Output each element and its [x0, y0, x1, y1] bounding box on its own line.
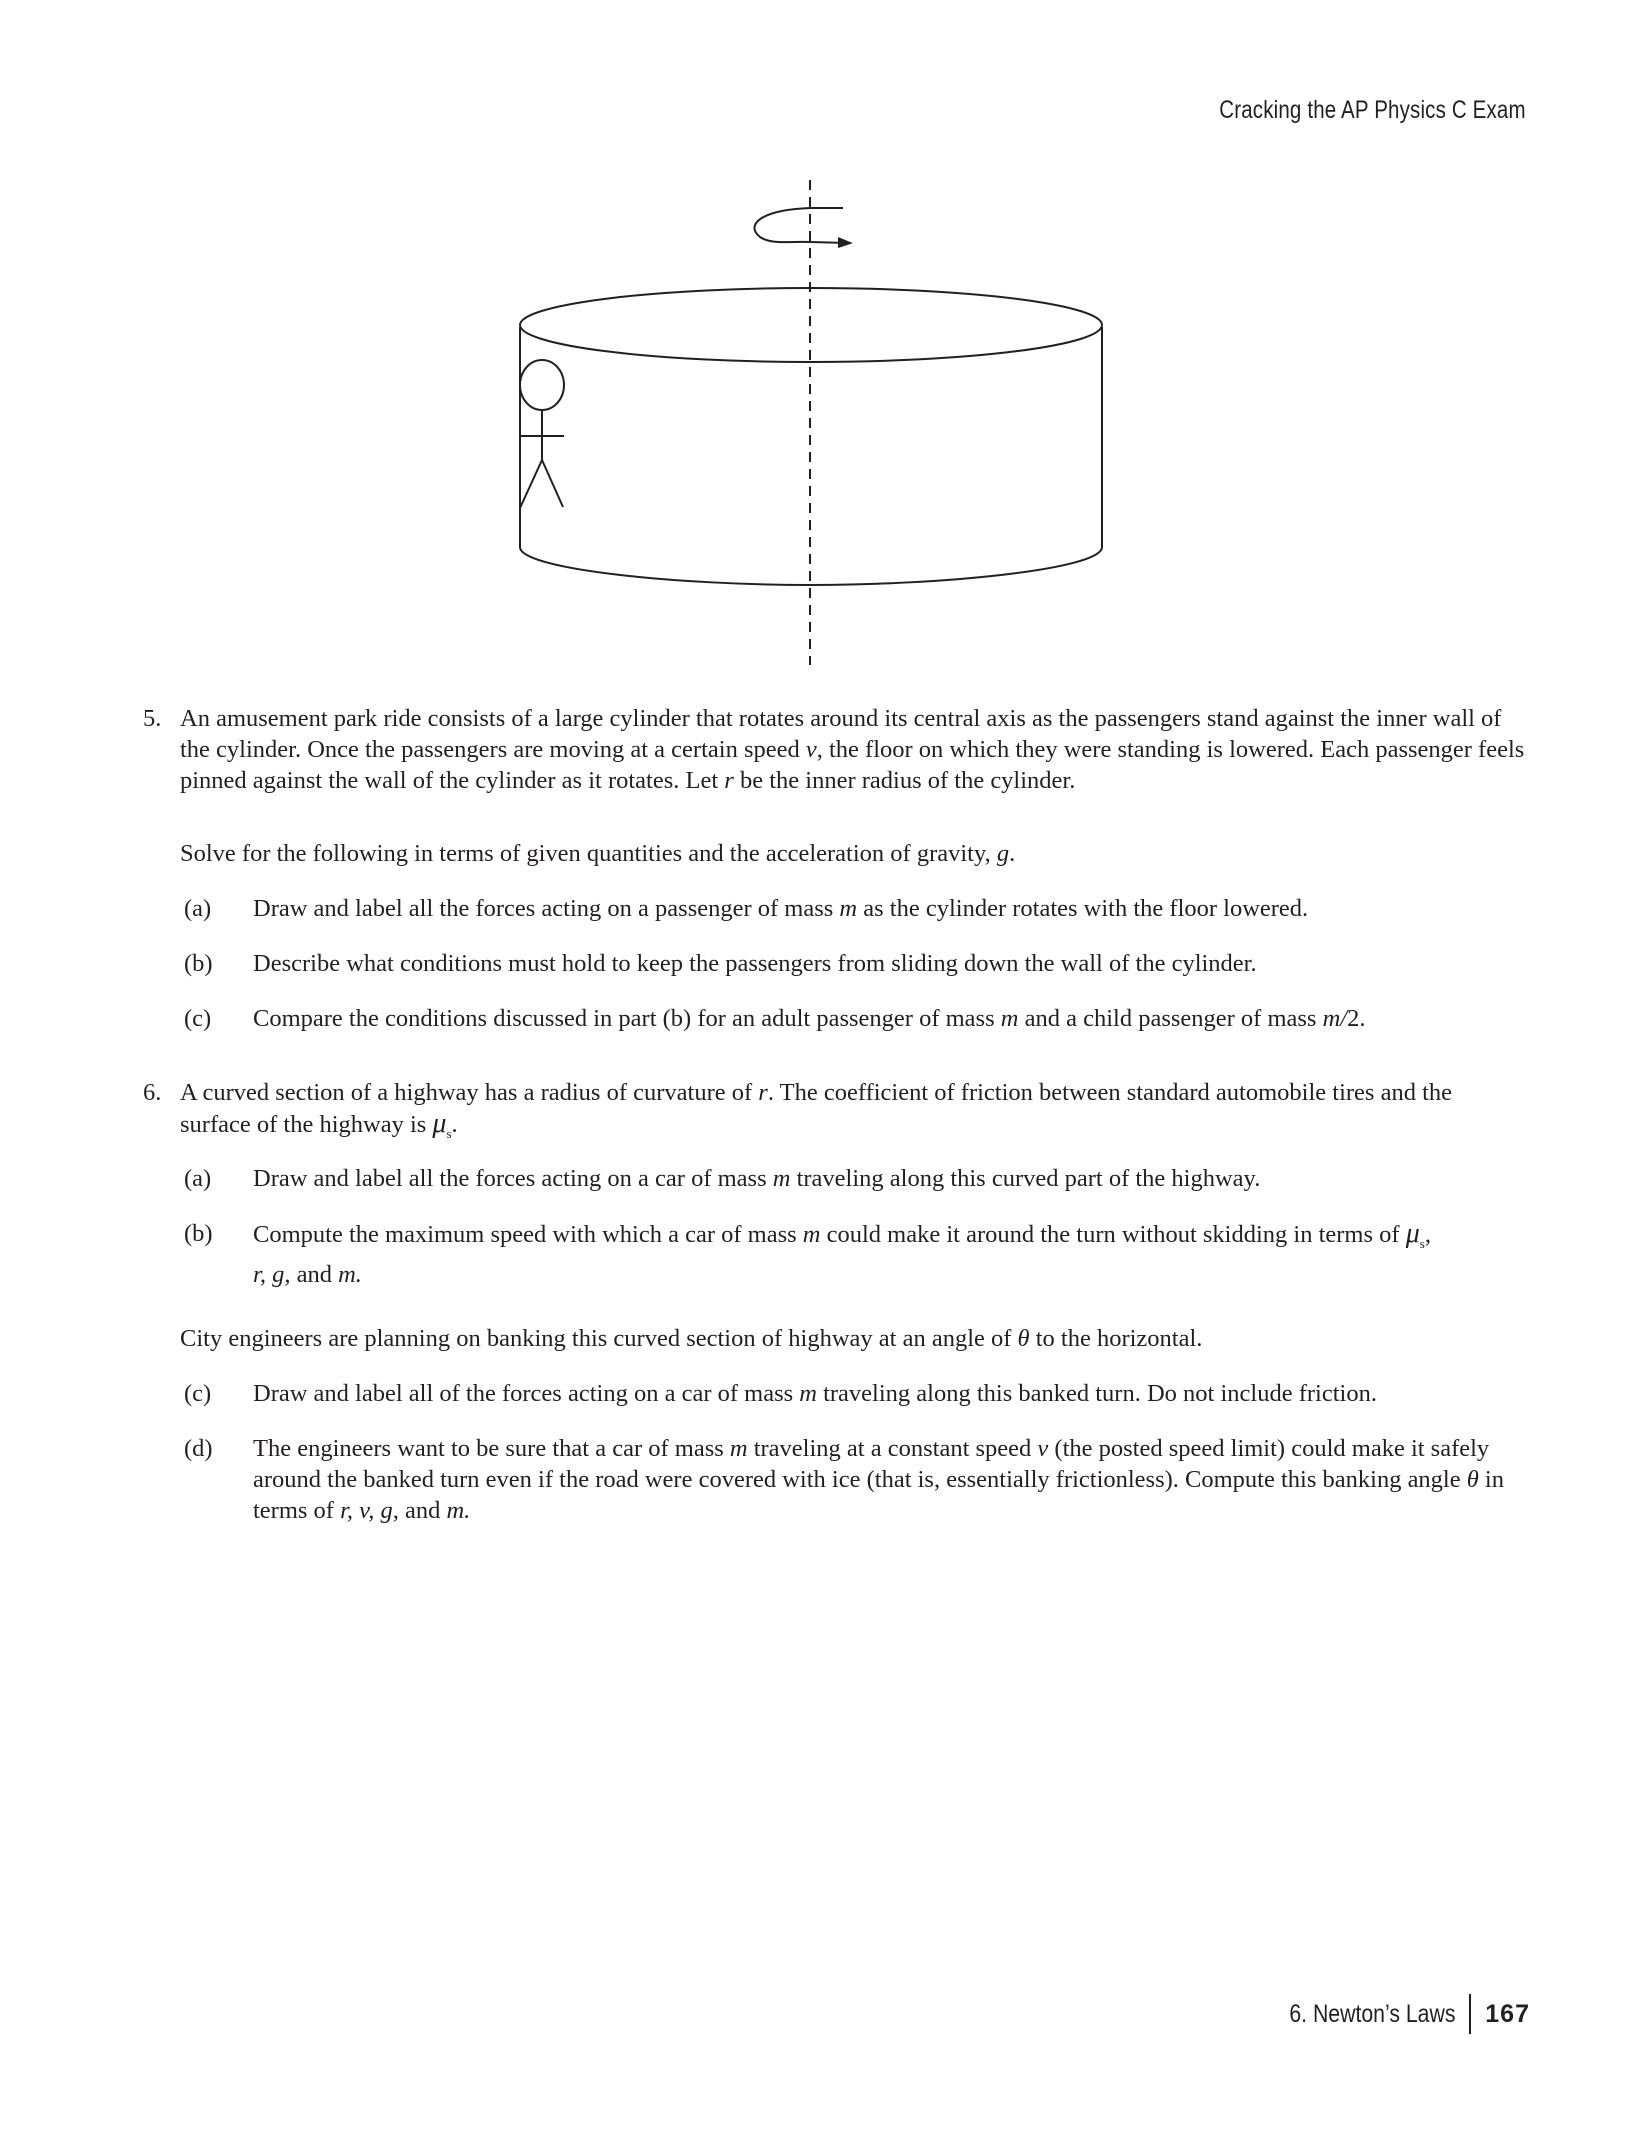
var-mu: μ [432, 1108, 447, 1139]
var-v: v [1037, 1435, 1049, 1462]
interlude-text: City engineers are planning on banking this curved section of highway at an angle of [180, 1325, 1018, 1352]
var-list: r, v, g, [340, 1497, 399, 1524]
question-stem [180, 703, 1528, 796]
stem-text: be the inner radius of the cylinder. [733, 767, 1076, 794]
page-number: 167 [1485, 1999, 1530, 2028]
var-m: m [1000, 1005, 1019, 1032]
question-6-part-b [184, 1218, 1529, 1290]
question-6-part-d [184, 1433, 1529, 1526]
part-text: Draw and label all the forces acting on a car of mass [253, 1165, 773, 1192]
part-label: (d) [184, 1435, 213, 1462]
part-text: traveling along this curved part of the highway. [790, 1165, 1261, 1192]
part-text: , [1424, 1221, 1431, 1248]
var-m: m. [446, 1497, 471, 1524]
instruction-text: Solve for the following in terms of given quantities and the acceleration of gravity, [180, 840, 997, 867]
part-text: Draw and label all the forces acting on a passenger of mass [253, 895, 840, 922]
chapter-title: 6. Newton’s Laws [1289, 1999, 1456, 2028]
subscript-s: s [1419, 1236, 1425, 1251]
stem-text: . [451, 1111, 458, 1138]
question-6-part-a [184, 1163, 1529, 1194]
part-label: (b) [184, 950, 213, 977]
question-6 [143, 1077, 1528, 1149]
var-m: m. [338, 1261, 362, 1288]
question-6-interlude [180, 1323, 1530, 1354]
var-g: g [996, 840, 1010, 867]
part-label: (a) [184, 1165, 212, 1192]
footer-divider [1469, 1994, 1471, 2034]
stem-text: An amusement park ride consists of a large cylinder that rotates around its central axis as the passengers stand against the inner wall of the cylinder. Once the passengers are moving at a certain speed [180, 705, 1502, 763]
question-5-part-b [184, 948, 1529, 979]
part-text: Draw and label all of the forces acting on a car of mass [253, 1380, 800, 1407]
part-text: and [398, 1497, 447, 1524]
var-list: r, g, [253, 1261, 291, 1288]
var-m: m [729, 1435, 748, 1462]
var-m: m [839, 895, 858, 922]
var-mu: μ [1405, 1218, 1420, 1249]
var-r: r [758, 1079, 768, 1106]
var-theta: θ [1017, 1325, 1030, 1352]
question-5-part-a [184, 893, 1529, 924]
stem-text: . The coefficient of friction between standard automobile tires and the surface of the highway is [180, 1079, 1452, 1138]
question-number: 5. [143, 705, 162, 732]
part-text: The engineers want to be sure that a car of mass [253, 1435, 730, 1462]
var-m: m [802, 1221, 821, 1248]
part-label: (a) [184, 895, 212, 922]
question-stem [180, 1077, 1528, 1149]
stick-figure-passenger [520, 360, 564, 508]
part-text: could make it around the turn without skidding in terms of [820, 1221, 1406, 1248]
question-number: 6. [143, 1079, 162, 1106]
var-v: v [805, 736, 817, 763]
question-6-part-c [184, 1378, 1529, 1409]
stem-text: , the floor on which they were standing is lowered. Each passenger feels pinned against the wall of the cylinder as it rotates. Let [180, 736, 1525, 794]
part-label: (c) [184, 1380, 212, 1407]
part-text: and a child passenger of mass [1018, 1005, 1323, 1032]
question-5-instruction [180, 838, 1530, 869]
part-text: Describe what conditions must hold to keep the passengers from sliding down the wall of the cylinder. [253, 950, 1257, 977]
part-text: Compare the conditions discussed in part (b) for an adult passenger of mass [253, 1005, 1001, 1032]
var-theta: θ [1466, 1466, 1479, 1493]
part-label: (c) [184, 1005, 212, 1032]
part-text: in terms of [253, 1466, 1504, 1524]
part-text: 2. [1347, 1005, 1366, 1032]
part-text: traveling at a constant speed [747, 1435, 1038, 1462]
rotating-cylinder-figure [0, 0, 1641, 700]
rotation-arrowhead-icon [838, 238, 850, 247]
subscript-s: s [446, 1126, 452, 1141]
part-text: traveling along this banked turn. Do not include friction. [816, 1380, 1377, 1407]
var-m: m/ [1322, 1005, 1348, 1032]
question-5-part-c [184, 1003, 1529, 1034]
instruction-text: . [1009, 840, 1016, 867]
running-head-title: Cracking the AP Physics C Exam [1219, 96, 1526, 124]
page-footer [1260, 1994, 1530, 2034]
part-label: (b) [184, 1220, 213, 1247]
var-m: m [799, 1380, 817, 1407]
stem-text: A curved section of a highway has a radius of curvature of [180, 1079, 759, 1106]
rotation-arrow-icon [754, 208, 848, 243]
var-m: m [772, 1165, 791, 1192]
part-text: (the posted speed limit) could make it safely around the banked turn even if the road were covered with ice (that is, essentially frictionless). Compute this banking angle [253, 1435, 1490, 1493]
interlude-text: to the horizontal. [1029, 1325, 1203, 1352]
part-text: and [290, 1261, 339, 1288]
var-r: r [724, 767, 734, 794]
part-text: Compute the maximum speed with which a car of mass [253, 1221, 803, 1248]
part-text: as the cylinder rotates with the floor lowered. [857, 895, 1309, 922]
question-5 [143, 703, 1528, 796]
